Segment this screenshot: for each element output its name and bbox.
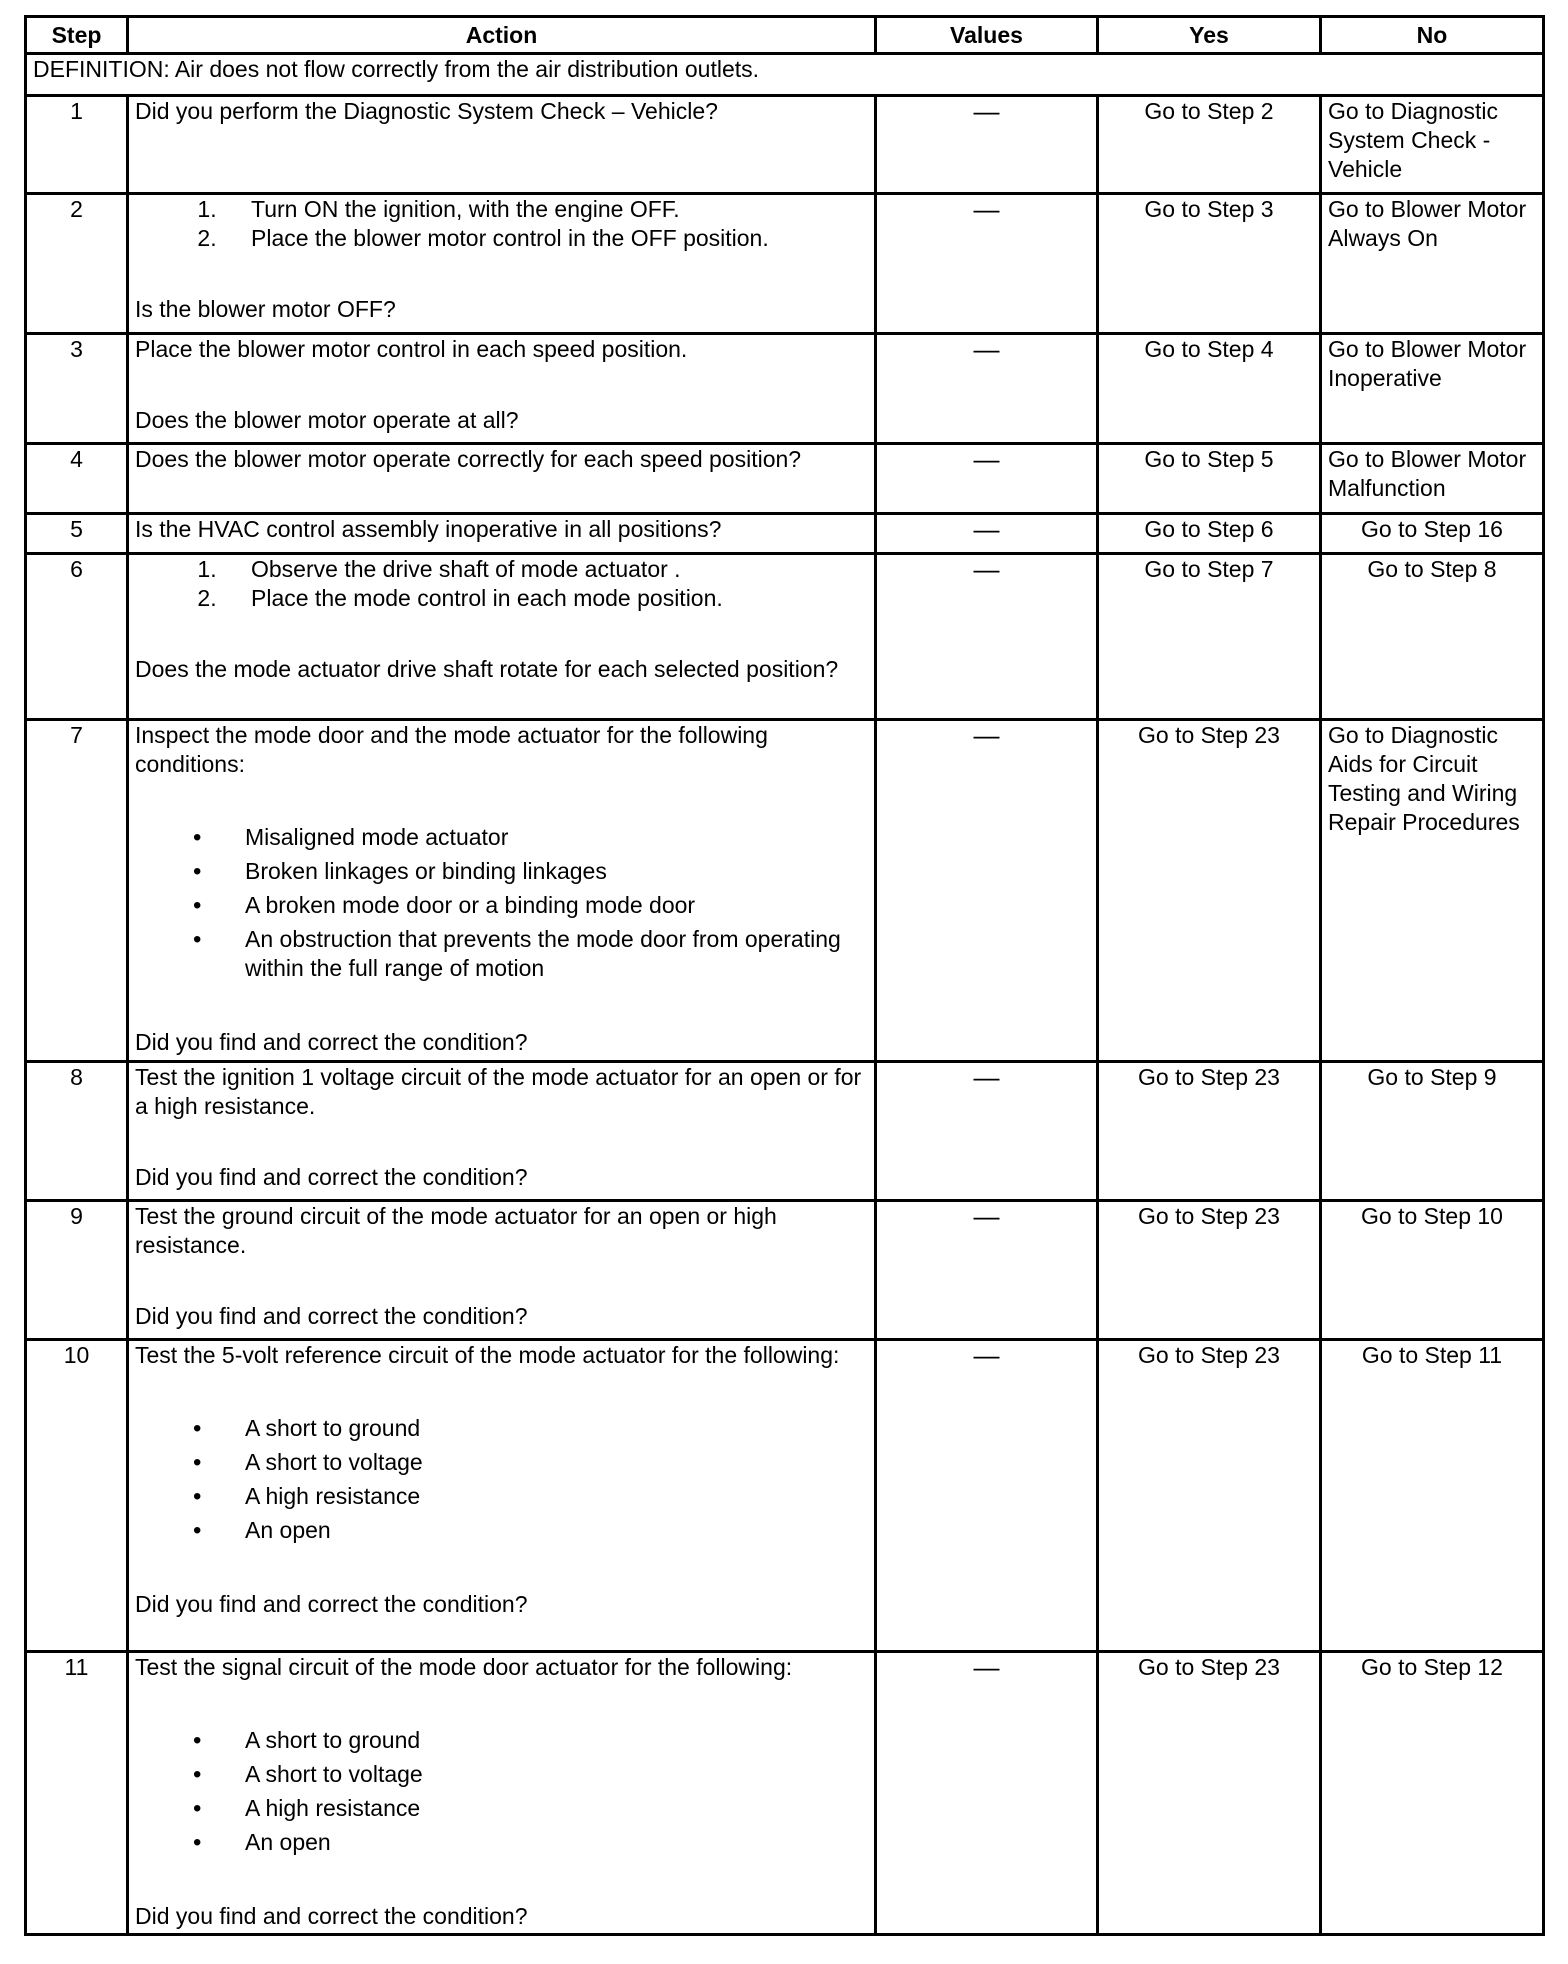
- no-cell: Go to Step 9: [1321, 1062, 1544, 1201]
- list-item: [245, 1514, 868, 1548]
- table-row: [26, 444, 1544, 514]
- yes-cell: Go to Step 23: [1098, 1062, 1321, 1201]
- values-cell: —: [876, 1201, 1098, 1340]
- header-yes: Yes: [1098, 17, 1321, 54]
- action-cell: [128, 96, 876, 194]
- yes-cell: Go to Step 23: [1098, 1652, 1321, 1935]
- action-question: Does the blower motor operate at all?: [135, 407, 519, 433]
- step-number: 4: [26, 444, 128, 514]
- list-item: 1. Observe the drive shaft of mode actuator .: [223, 555, 868, 584]
- table-row: [26, 1201, 1544, 1340]
- no-cell: Go to Step 8: [1321, 554, 1544, 720]
- list-item: [245, 1758, 868, 1792]
- list-item-text: • Misaligned mode actuator: [245, 824, 509, 850]
- action-cell: [128, 1201, 876, 1340]
- list-item: [245, 1480, 868, 1514]
- no-cell: Go to Step 11: [1321, 1340, 1544, 1652]
- action-text: Test the ground circuit of the mode actuator for an open or high resistance.: [135, 1203, 777, 1258]
- action-steps-list: [135, 555, 868, 613]
- action-cell: [128, 1652, 876, 1935]
- diagnostic-table: [24, 15, 1545, 1936]
- table-row: [26, 334, 1544, 444]
- no-cell: Go to Diagnostic System Check - Vehicle: [1321, 96, 1544, 194]
- step-number: 9: [26, 1201, 128, 1340]
- no-cell: Go to Blower Motor Inoperative: [1321, 334, 1544, 444]
- values-cell: —: [876, 720, 1098, 1062]
- action-text: Test the signal circuit of the mode door actuator for the following:: [135, 1654, 793, 1680]
- header-no: No: [1321, 17, 1544, 54]
- no-cell: Go to Step 16: [1321, 514, 1544, 554]
- list-item: [245, 821, 868, 855]
- header-action: Action: [128, 17, 876, 54]
- values-cell: —: [876, 444, 1098, 514]
- action-text: Did you perform the Diagnostic System Check – Vehicle?: [135, 98, 718, 124]
- table-row: [26, 1062, 1544, 1201]
- list-item-text: • A short to voltage: [245, 1449, 423, 1475]
- step-number: 1: [26, 96, 128, 194]
- action-cell: [128, 1062, 876, 1201]
- definition-text: DEFINITION: Air does not flow correctly from the air distribution outlets.: [26, 54, 1544, 96]
- step-number: 6: [26, 554, 128, 720]
- table-row: [26, 96, 1544, 194]
- yes-cell: Go to Step 4: [1098, 334, 1321, 444]
- header-step: Step: [26, 17, 128, 54]
- values-cell: —: [876, 194, 1098, 334]
- list-item: [245, 1792, 868, 1826]
- list-item: [245, 1412, 868, 1446]
- list-item: 1. Turn ON the ignition, with the engine OFF.: [223, 195, 868, 224]
- list-item-text: • Broken linkages or binding linkages: [245, 858, 607, 884]
- no-cell: Go to Diagnostic Aids for Circuit Testing and Wiring Repair Procedures: [1321, 720, 1544, 1062]
- values-cell: —: [876, 1652, 1098, 1935]
- table-row: [26, 1652, 1544, 1935]
- list-item: [245, 855, 868, 889]
- step-number: 7: [26, 720, 128, 1062]
- header-values: Values: [876, 17, 1098, 54]
- table-row: [26, 194, 1544, 334]
- list-item-text: • A high resistance: [245, 1483, 421, 1509]
- values-cell: —: [876, 334, 1098, 444]
- yes-cell: Go to Step 23: [1098, 720, 1321, 1062]
- yes-cell: Go to Step 23: [1098, 1201, 1321, 1340]
- step-number: 3: [26, 334, 128, 444]
- action-cell: [128, 444, 876, 514]
- conditions-list: [135, 1724, 868, 1860]
- action-cell: [128, 720, 876, 1062]
- list-item-text: • A short to ground: [245, 1727, 421, 1753]
- action-text: Place the blower motor control in each speed position.: [135, 336, 688, 362]
- action-cell: [128, 334, 876, 444]
- values-cell: —: [876, 1340, 1098, 1652]
- conditions-list: [135, 1412, 868, 1548]
- action-question: Did you find and correct the condition?: [135, 1903, 528, 1929]
- table-row: [26, 720, 1544, 1062]
- list-item-text: • A broken mode door or a binding mode door: [245, 892, 696, 918]
- action-question: Is the blower motor OFF?: [135, 296, 396, 322]
- no-cell: Go to Step 10: [1321, 1201, 1544, 1340]
- list-item-text: • An open: [245, 1517, 331, 1543]
- action-question: Did you find and correct the condition?: [135, 1303, 528, 1329]
- action-question: Did you find and correct the condition?: [135, 1591, 528, 1617]
- yes-cell: Go to Step 5: [1098, 444, 1321, 514]
- no-cell: Go to Step 12: [1321, 1652, 1544, 1935]
- list-item-text: • A high resistance: [245, 1795, 421, 1821]
- yes-cell: Go to Step 6: [1098, 514, 1321, 554]
- table-row: [26, 554, 1544, 720]
- values-cell: —: [876, 554, 1098, 720]
- list-item: [245, 1826, 868, 1860]
- list-item-text: • An open: [245, 1829, 331, 1855]
- list-item: [245, 923, 868, 986]
- step-number: 8: [26, 1062, 128, 1201]
- list-item-text: • A short to voltage: [245, 1761, 423, 1787]
- yes-cell: Go to Step 7: [1098, 554, 1321, 720]
- action-text: Test the 5-volt reference circuit of the mode actuator for the following:: [135, 1342, 840, 1368]
- action-text: Inspect the mode door and the mode actuator for the following conditions:: [135, 722, 768, 777]
- list-item-text: • A short to ground: [245, 1415, 421, 1441]
- action-question: Did you find and correct the condition?: [135, 1029, 528, 1055]
- list-item: [245, 1724, 868, 1758]
- step-number: 11: [26, 1652, 128, 1935]
- list-item: [245, 889, 868, 923]
- conditions-list: [135, 821, 868, 986]
- yes-cell: Go to Step 2: [1098, 96, 1321, 194]
- list-item: 2. Place the blower motor control in the OFF position.: [223, 224, 868, 253]
- definition-row: [26, 54, 1544, 96]
- table-row: [26, 514, 1544, 554]
- yes-cell: Go to Step 3: [1098, 194, 1321, 334]
- step-number: 10: [26, 1340, 128, 1652]
- action-cell: [128, 194, 876, 334]
- action-cell: [128, 1340, 876, 1652]
- action-text: Does the blower motor operate correctly for each speed position?: [135, 446, 802, 472]
- list-item: [245, 1446, 868, 1480]
- values-cell: —: [876, 1062, 1098, 1201]
- action-question: Did you find and correct the condition?: [135, 1164, 528, 1190]
- list-item: 2. Place the mode control in each mode position.: [223, 584, 868, 613]
- step-number: 2: [26, 194, 128, 334]
- no-cell: Go to Blower Motor Always On: [1321, 194, 1544, 334]
- action-text: Test the ignition 1 voltage circuit of the mode actuator for an open or for a high resistance.: [135, 1064, 862, 1119]
- action-steps-list: [135, 195, 868, 253]
- action-text: Is the HVAC control assembly inoperative in all positions?: [135, 516, 722, 542]
- values-cell: —: [876, 96, 1098, 194]
- header-row: [26, 17, 1544, 54]
- table-row: [26, 1340, 1544, 1652]
- no-cell: Go to Blower Motor Malfunction: [1321, 444, 1544, 514]
- list-item-text: • An obstruction that prevents the mode door from operating within the full range of motion: [245, 926, 841, 981]
- action-question: Does the mode actuator drive shaft rotate for each selected position?: [135, 656, 839, 682]
- values-cell: —: [876, 514, 1098, 554]
- step-number: 5: [26, 514, 128, 554]
- action-cell: [128, 554, 876, 720]
- yes-cell: Go to Step 23: [1098, 1340, 1321, 1652]
- action-cell: [128, 514, 876, 554]
